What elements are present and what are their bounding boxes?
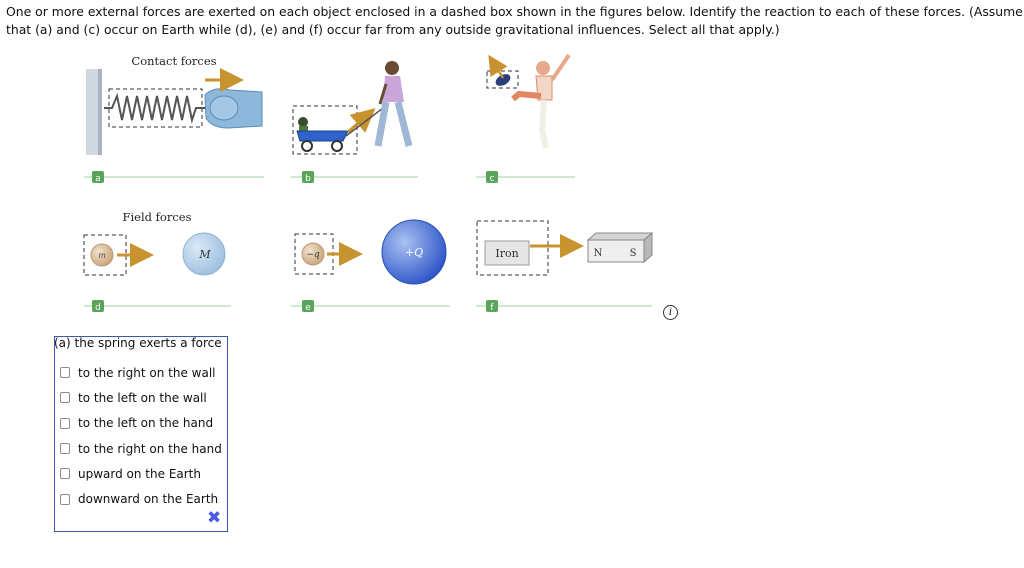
- checkbox[interactable]: [60, 367, 70, 378]
- question-text: One or more external forces are exerted on each object enclosed in a dashed box shown in the figures below. Identify the reaction to each of these forces. (Assume that (a) and (c) occur on Earth while (d), (e) and (f) occur far from any outside gravitational influences. Select all that apply.): [6, 4, 1023, 37]
- option-2[interactable]: [60, 385, 222, 410]
- option-label: upward on the Earth: [78, 466, 201, 481]
- label-a: a: [95, 174, 101, 184]
- figure-b-wagon: [291, 61, 418, 184]
- iron-label: Iron: [495, 247, 519, 260]
- figure-a-spring: [84, 69, 264, 184]
- charge-pos: +Q: [404, 246, 424, 259]
- option-label: to the right on the wall: [78, 365, 216, 380]
- option-1[interactable]: [60, 360, 222, 385]
- checkbox[interactable]: [60, 468, 70, 479]
- x-mark-icon: ✖: [207, 508, 222, 528]
- checkbox[interactable]: [60, 392, 70, 403]
- label-c: c: [489, 174, 495, 184]
- option-label: to the left on the wall: [78, 390, 207, 405]
- figure-e-charges: [291, 220, 450, 313]
- part-a-prompt: (a) the spring exerts a force: [54, 336, 222, 350]
- field-forces-title: Field forces: [122, 210, 192, 224]
- mass-M: M: [199, 248, 211, 261]
- checkbox[interactable]: [60, 418, 70, 429]
- option-label: to the left on the hand: [78, 416, 214, 431]
- option-label: downward on the Earth: [78, 492, 219, 507]
- option-5[interactable]: [60, 461, 222, 486]
- option-6[interactable]: [60, 486, 222, 511]
- figure-d-gravity: [84, 233, 231, 313]
- figure-c-kicker: [476, 55, 575, 184]
- checkbox[interactable]: [60, 443, 70, 454]
- checkbox[interactable]: [60, 494, 70, 505]
- label-b: b: [305, 174, 311, 184]
- option-label: to the right on the hand: [78, 441, 222, 456]
- magnet-n: N: [593, 248, 603, 259]
- option-4[interactable]: [60, 436, 222, 461]
- label-f: f: [490, 303, 494, 313]
- magnet-s: S: [629, 248, 637, 259]
- options-list: [60, 360, 222, 512]
- option-3[interactable]: [60, 411, 222, 436]
- mass-m: m: [98, 251, 106, 260]
- contact-forces-title: Contact forces: [131, 54, 217, 68]
- label-d: d: [95, 303, 101, 313]
- charge-neg: −q: [306, 250, 320, 260]
- figure-f-magnet: [476, 221, 652, 313]
- info-icon[interactable]: i: [663, 305, 678, 320]
- label-e: e: [305, 303, 311, 313]
